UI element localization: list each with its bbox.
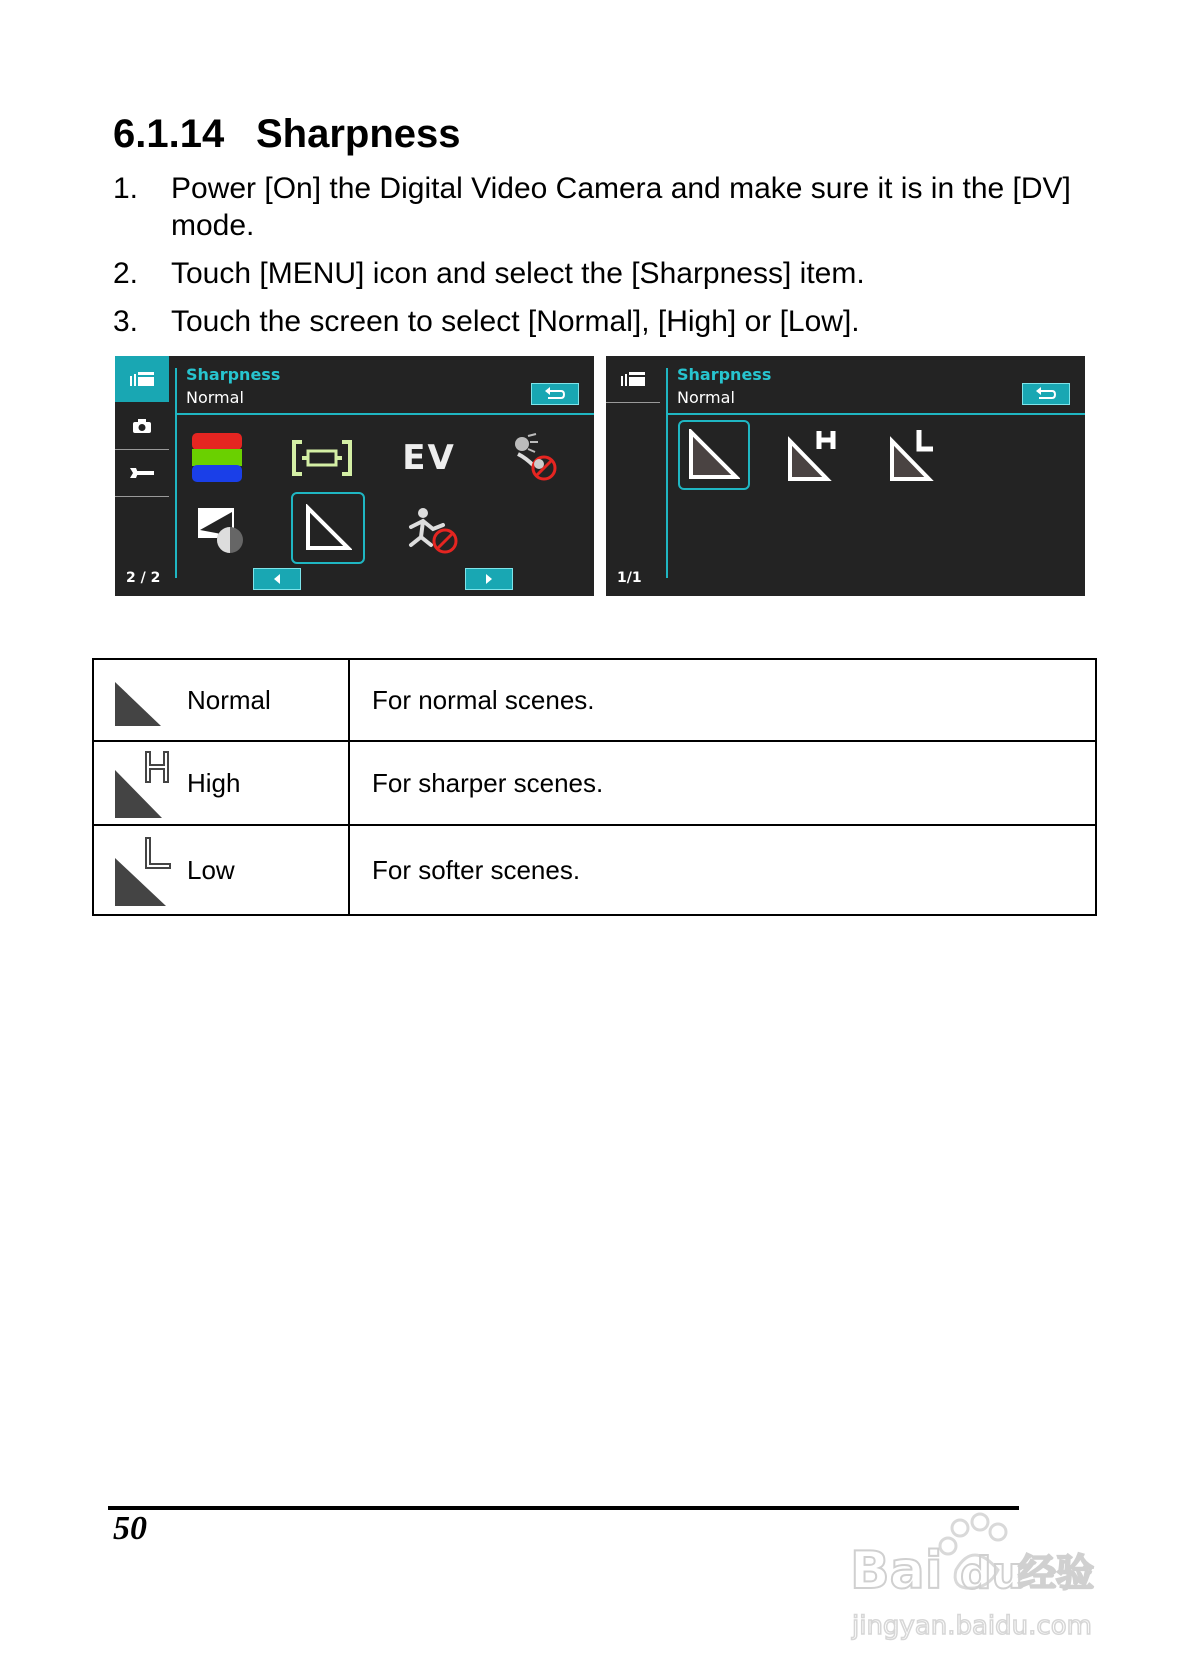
sharpness-high-icon: [787, 427, 843, 483]
divider: [175, 413, 594, 415]
page-indicator: 2 / 2: [126, 570, 161, 586]
option-label: Normal: [187, 684, 271, 715]
sharpness-options-screen: [606, 356, 1085, 596]
contrast-icon[interactable]: [192, 502, 248, 558]
color-icon[interactable]: [192, 432, 242, 484]
table-row: [93, 741, 1096, 825]
step-item: [113, 303, 1073, 340]
arrow-right-icon: [484, 574, 494, 584]
step-text: Touch the screen to select [Normal], [High] or [Low].: [171, 305, 860, 338]
sharpness-icon: [304, 504, 352, 552]
svg-text:Bai: Bai: [850, 1541, 943, 1601]
tab-menu[interactable]: [606, 356, 660, 403]
menu-sidebar: [606, 356, 664, 596]
back-button[interactable]: [531, 383, 579, 405]
option-cell: [93, 825, 349, 915]
next-page-button[interactable]: [465, 568, 513, 590]
sharpness-low-icon: [114, 836, 176, 908]
option-label: Low: [187, 854, 235, 885]
svg-text:jingyan.baidu.com: jingyan.baidu.com: [852, 1611, 1092, 1641]
step-number: 1.: [113, 172, 139, 205]
screen-value: Normal: [186, 388, 244, 407]
steps-list: [113, 170, 1073, 351]
option-label-cell: [94, 660, 348, 740]
svg-text:经验: 经验: [1018, 1551, 1095, 1595]
step-text: Touch [MENU] icon and select the [Sharpness] item.: [171, 257, 865, 290]
sharpness-normal-icon: [688, 429, 740, 481]
section-heading: [113, 112, 461, 157]
step-item: [113, 255, 1073, 292]
return-icon: [1035, 387, 1057, 401]
divider: [666, 368, 668, 578]
table-row: [93, 659, 1096, 741]
ev-label: EV: [402, 438, 456, 478]
page-number: 50: [113, 1510, 147, 1547]
option-description: For normal scenes.: [349, 659, 1096, 741]
step-text: Power [On] the Digital Video Camera and make sure it is in the [DV] mode.: [171, 172, 1071, 242]
option-label-cell: [94, 742, 348, 824]
camera-icon: [132, 418, 152, 434]
ev-icon[interactable]: [393, 432, 465, 484]
frame-icon: [292, 438, 352, 478]
option-description: For sharper scenes.: [349, 741, 1096, 825]
screen-title: Sharpness: [677, 365, 772, 384]
flash-off-icon: [508, 432, 564, 484]
stabilizer-off-icon[interactable]: [400, 502, 466, 558]
step-number: 3.: [113, 305, 139, 338]
option-description: For softer scenes.: [349, 825, 1096, 915]
divider: [666, 413, 1085, 415]
svg-text:du: du: [960, 1548, 1023, 1599]
sharpness-icon[interactable]: [291, 492, 365, 564]
tab-camera[interactable]: [115, 403, 169, 450]
tab-settings[interactable]: [115, 450, 169, 497]
prev-page-button[interactable]: [253, 568, 301, 590]
contrast-icon: [194, 504, 246, 556]
wrench-icon: [130, 466, 154, 480]
section-title: Sharpness: [256, 112, 461, 156]
sharpness-normal-icon: [114, 680, 162, 728]
screen-value: Normal: [677, 388, 735, 407]
sharpness-low-icon: [889, 427, 945, 483]
page-indicator: 1/1: [617, 570, 642, 586]
frame-icon[interactable]: [291, 432, 353, 484]
sharpness-normal-option[interactable]: [678, 420, 750, 490]
step-item: [113, 170, 1073, 244]
option-label: High: [187, 767, 241, 798]
menu-screen-page-2: [115, 356, 594, 596]
step-number: 2.: [113, 257, 139, 290]
back-button[interactable]: [1022, 383, 1070, 405]
divider: [175, 368, 177, 578]
sharpness-high-icon: [114, 750, 176, 820]
return-icon: [544, 387, 566, 401]
option-cell: [93, 741, 349, 825]
color-icon: [192, 433, 242, 483]
baidu-watermark-logo: [848, 1510, 1128, 1650]
option-label-cell: [94, 826, 348, 914]
sharpness-high-option[interactable]: [784, 420, 846, 490]
stabilizer-off-icon: [403, 505, 463, 555]
menu-list-icon: [621, 372, 645, 386]
flash-off-icon[interactable]: [505, 432, 567, 484]
screen-title: Sharpness: [186, 365, 281, 384]
menu-sidebar: [115, 356, 173, 596]
table-row: [93, 825, 1096, 915]
tab-menu[interactable]: [115, 356, 169, 402]
menu-list-icon: [130, 372, 154, 386]
sharpness-options-table: [92, 658, 1097, 916]
sharpness-low-option[interactable]: [886, 420, 948, 490]
option-cell: [93, 659, 349, 741]
arrow-left-icon: [272, 574, 282, 584]
section-number: 6.1.14: [113, 112, 225, 156]
